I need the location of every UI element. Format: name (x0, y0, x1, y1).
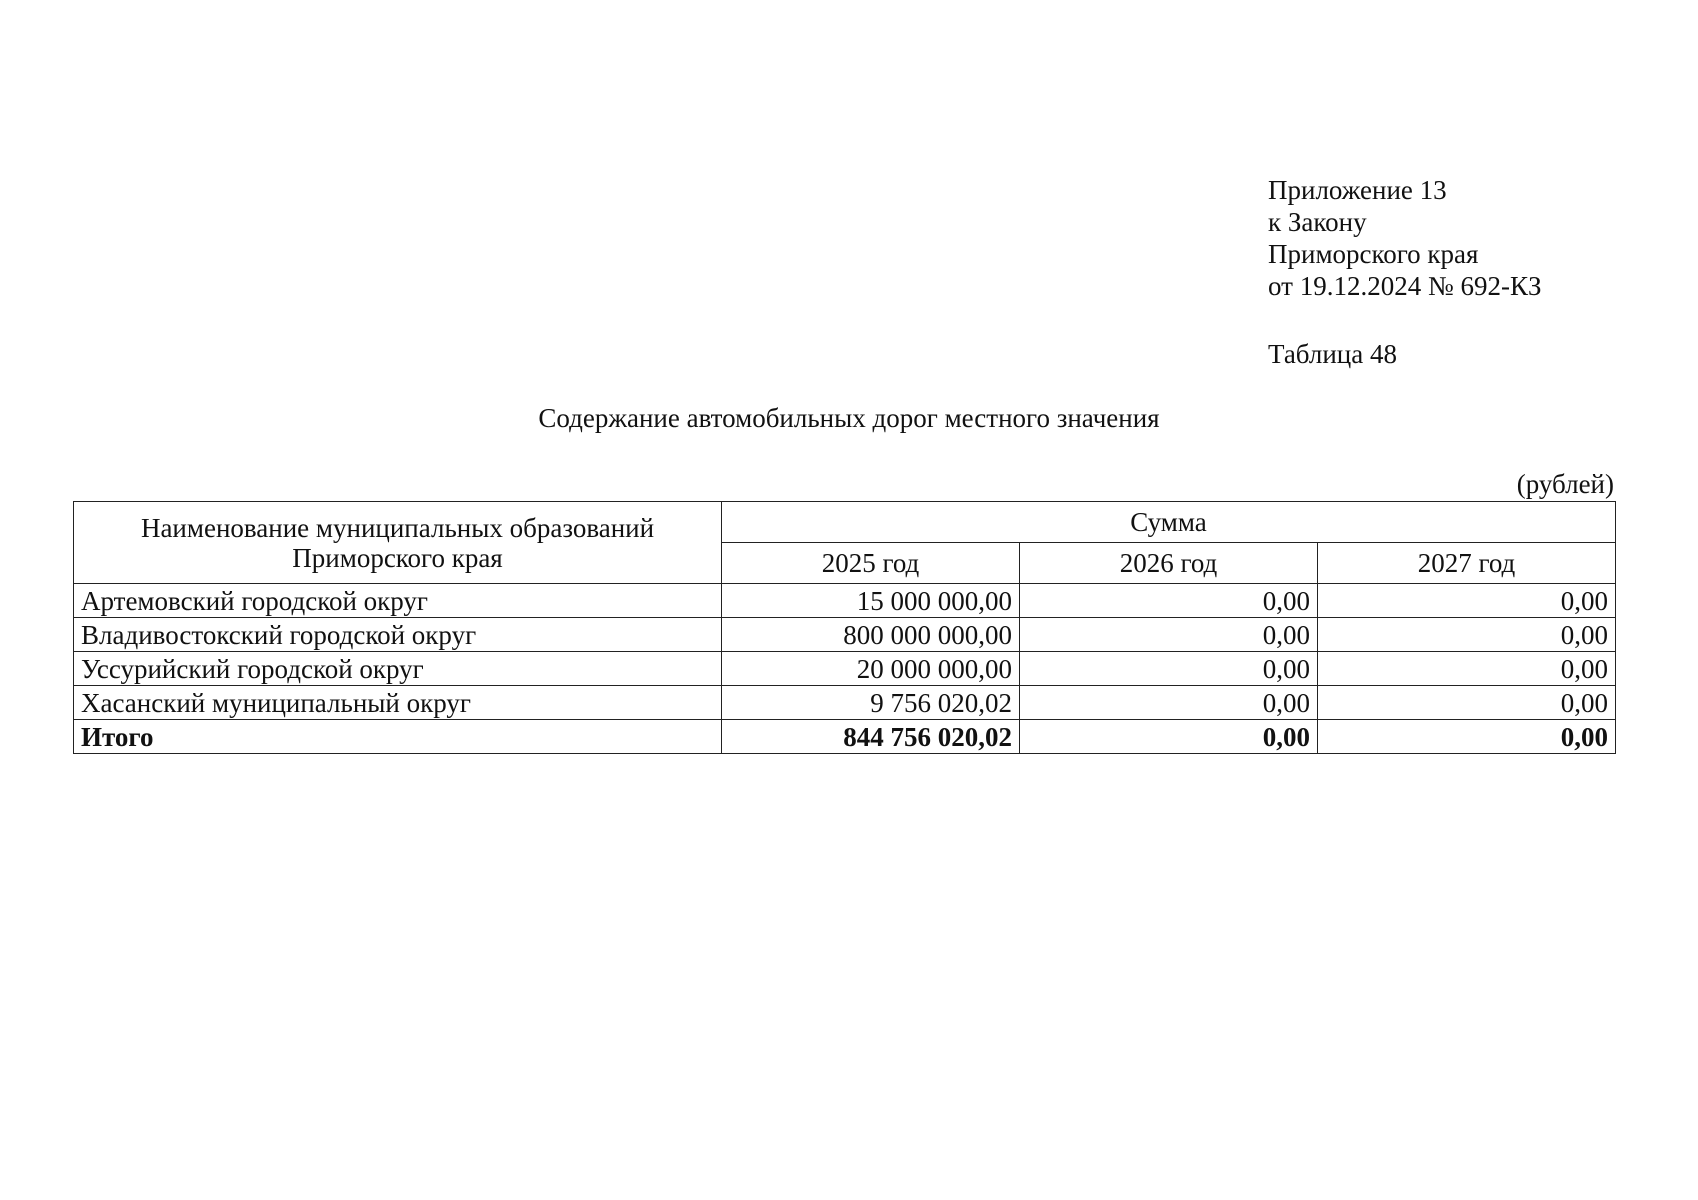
municipality-name: Владивостокский городской округ (74, 618, 722, 652)
amount-2026: 0,00 (1020, 652, 1318, 686)
table-row (74, 584, 1616, 618)
year-header-2025: 2025 год (722, 543, 1020, 584)
table-row (74, 618, 1616, 652)
amount-2027: 0,00 (1318, 618, 1616, 652)
year-header-2027: 2027 год (1318, 543, 1616, 584)
total-2025: 844 756 020,02 (722, 720, 1020, 754)
total-row (74, 720, 1616, 754)
total-label: Итого (74, 720, 722, 754)
name-column-header (74, 502, 722, 584)
amount-2027: 0,00 (1318, 652, 1616, 686)
amount-2027: 0,00 (1318, 584, 1616, 618)
amount-2025: 9 756 020,02 (722, 686, 1020, 720)
appendix-line: Приложение 13 (1268, 175, 1447, 205)
appendix-line: от 19.12.2024 № 692-КЗ (1268, 271, 1542, 301)
table-header-row (74, 502, 1616, 543)
year-header-2026: 2026 год (1020, 543, 1318, 584)
appendix-reference (1268, 174, 1541, 302)
municipality-name: Артемовский городской округ (74, 584, 722, 618)
appendix-line: к Закону (1268, 207, 1367, 237)
sum-column-header: Сумма (722, 502, 1616, 543)
table-number: Таблица 48 (1268, 339, 1397, 369)
municipality-name: Уссурийский городской округ (74, 652, 722, 686)
amount-2027: 0,00 (1318, 686, 1616, 720)
amount-2026: 0,00 (1020, 584, 1318, 618)
total-2026: 0,00 (1020, 720, 1318, 754)
name-header-line: Наименование муниципальных образований (140, 512, 655, 543)
funding-table (73, 501, 1616, 754)
amount-2025: 800 000 000,00 (722, 618, 1020, 652)
amount-2026: 0,00 (1020, 618, 1318, 652)
amount-2026: 0,00 (1020, 686, 1318, 720)
total-2027: 0,00 (1318, 720, 1616, 754)
table-row (74, 686, 1616, 720)
appendix-line: Приморского края (1268, 239, 1479, 269)
amount-2025: 15 000 000,00 (722, 584, 1020, 618)
amount-2025: 20 000 000,00 (722, 652, 1020, 686)
table-row (74, 652, 1616, 686)
units-label: (рублей) (1516, 469, 1614, 499)
municipality-name: Хасанский муниципальный округ (74, 686, 722, 720)
document-title: Содержание автомобильных дорог местного значения (538, 403, 1160, 433)
name-header-line: Приморского края (292, 542, 503, 573)
